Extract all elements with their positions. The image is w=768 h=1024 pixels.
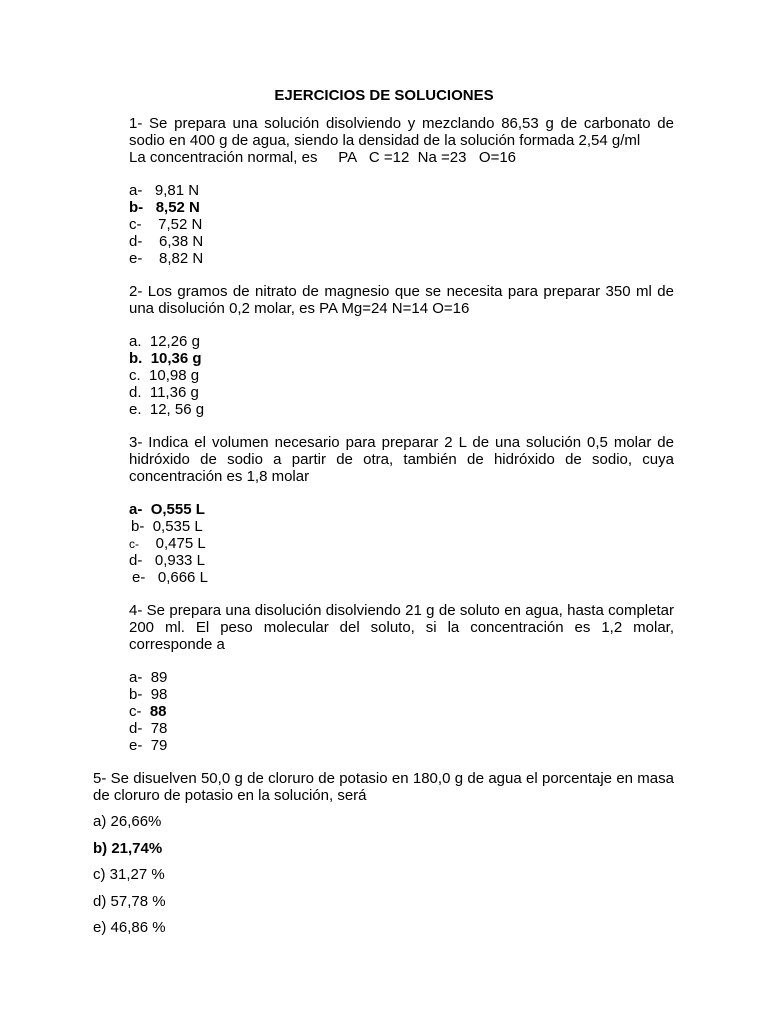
question-2-options	[129, 333, 204, 418]
option-value: 6,38 N	[159, 233, 204, 250]
option-letter: b-	[129, 686, 143, 703]
option-value: 98	[150, 686, 168, 703]
option-value: 0,933 L	[154, 552, 205, 569]
list-item: d) 57,78 %	[93, 892, 166, 910]
option-letter: d.	[129, 384, 142, 401]
option-value: 89	[150, 669, 168, 686]
question-4-options	[129, 669, 167, 754]
option-letter: d-	[129, 233, 143, 250]
option-letter: a-	[129, 501, 143, 518]
option-value: O,555 L	[150, 501, 205, 518]
question-5-options	[93, 813, 166, 946]
list-item	[129, 686, 167, 703]
list-item	[129, 384, 204, 401]
option-letter: b-	[131, 518, 145, 535]
question-5-text: 5- Se disuelven 50,0 g de cloruro de potasio en 180,0 g de agua el porcentaje en masa de cloruro de potasio en la solución, será	[93, 770, 674, 804]
question-2-text: 2- Los gramos de nitrato de magnesio que se necesita para preparar 350 ml de una disolución 0,2 molar, es PA Mg=24 N=14 O=16	[129, 283, 674, 317]
list-item	[129, 199, 203, 216]
option-letter: b.	[129, 350, 143, 367]
list-item	[129, 233, 203, 250]
list-item	[129, 501, 208, 518]
option-letter: a-	[129, 182, 143, 199]
option-letter: d-	[129, 552, 143, 569]
option-letter: c-	[129, 216, 142, 233]
question-1-text	[129, 115, 674, 166]
list-item	[129, 182, 203, 199]
list-item	[129, 518, 208, 535]
list-item	[129, 401, 204, 418]
option-value: 12,26 g	[149, 333, 200, 350]
list-item	[129, 250, 203, 267]
list-item: a) 26,66%	[93, 813, 162, 830]
question-3-options	[129, 501, 208, 586]
question-4-text: 4- Se prepara una disolución disolviendo 21 g de soluto en agua, hasta completar 200 ml. El peso molecular del soluto, si la concentración es 1,2 molar, corresponde a	[129, 602, 674, 653]
list-item	[129, 333, 204, 350]
option-value: 88	[149, 703, 167, 720]
option-value: 8,52 N	[155, 199, 200, 216]
option-letter: e-	[129, 250, 143, 267]
option-letter: a-	[129, 669, 143, 686]
option-value: 0,666 L	[157, 569, 208, 586]
list-item	[129, 569, 208, 586]
option-letter: c-	[129, 537, 139, 551]
list-item	[129, 669, 167, 686]
option-letter: c-	[129, 703, 142, 720]
list-item	[129, 720, 167, 737]
option-value: 0,475 L	[155, 535, 206, 552]
option-letter: e.	[129, 401, 142, 418]
option-letter: d-	[129, 720, 143, 737]
list-item: c) 31,27 %	[93, 866, 165, 883]
option-value: 78	[150, 720, 168, 737]
list-item	[129, 552, 208, 569]
option-value: 12, 56 g	[149, 401, 205, 418]
option-letter: e-	[132, 569, 146, 586]
list-item	[129, 216, 203, 233]
list-item	[129, 367, 204, 384]
list-item	[129, 703, 167, 720]
question-3-text: 3- Indica el volumen necesario para preparar 2 L de una solución 0,5 molar de hidróxido de sodio a partir de otra, también de hidróxido de sodio, cuya concentración es 1,8 molar	[129, 434, 674, 485]
page-title: EJERCICIOS DE SOLUCIONES	[274, 87, 494, 104]
option-value: 10,36 g	[150, 350, 202, 367]
list-item	[129, 535, 208, 552]
option-value: 9,81 N	[154, 182, 200, 199]
option-value: 0,535 L	[152, 518, 203, 535]
option-letter: a.	[129, 333, 142, 350]
list-item: b) 21,74%	[93, 839, 163, 857]
list-item	[129, 737, 167, 754]
option-value: 79	[150, 737, 168, 754]
question-1-data: La concentración normal, es PA C =12 Na =23 O=16	[129, 149, 517, 166]
option-value: 8,82 N	[159, 250, 204, 267]
option-value: 7,52 N	[158, 216, 203, 233]
list-item	[129, 350, 204, 367]
question-1-options	[129, 182, 203, 267]
option-value: 10,98 g	[149, 367, 200, 384]
option-letter: c.	[129, 367, 141, 384]
option-letter: b-	[129, 199, 144, 216]
option-letter: e-	[129, 737, 143, 754]
question-1-statement: 1- Se prepara una solución disolviendo y mezclando 86,53 g de carbonato de sodio en 400 g de agua, siendo la densidad de la solución formada 2,54 g/ml	[129, 115, 674, 149]
option-value: 11,36 g	[149, 384, 199, 401]
list-item: e) 46,86 %	[93, 919, 166, 936]
